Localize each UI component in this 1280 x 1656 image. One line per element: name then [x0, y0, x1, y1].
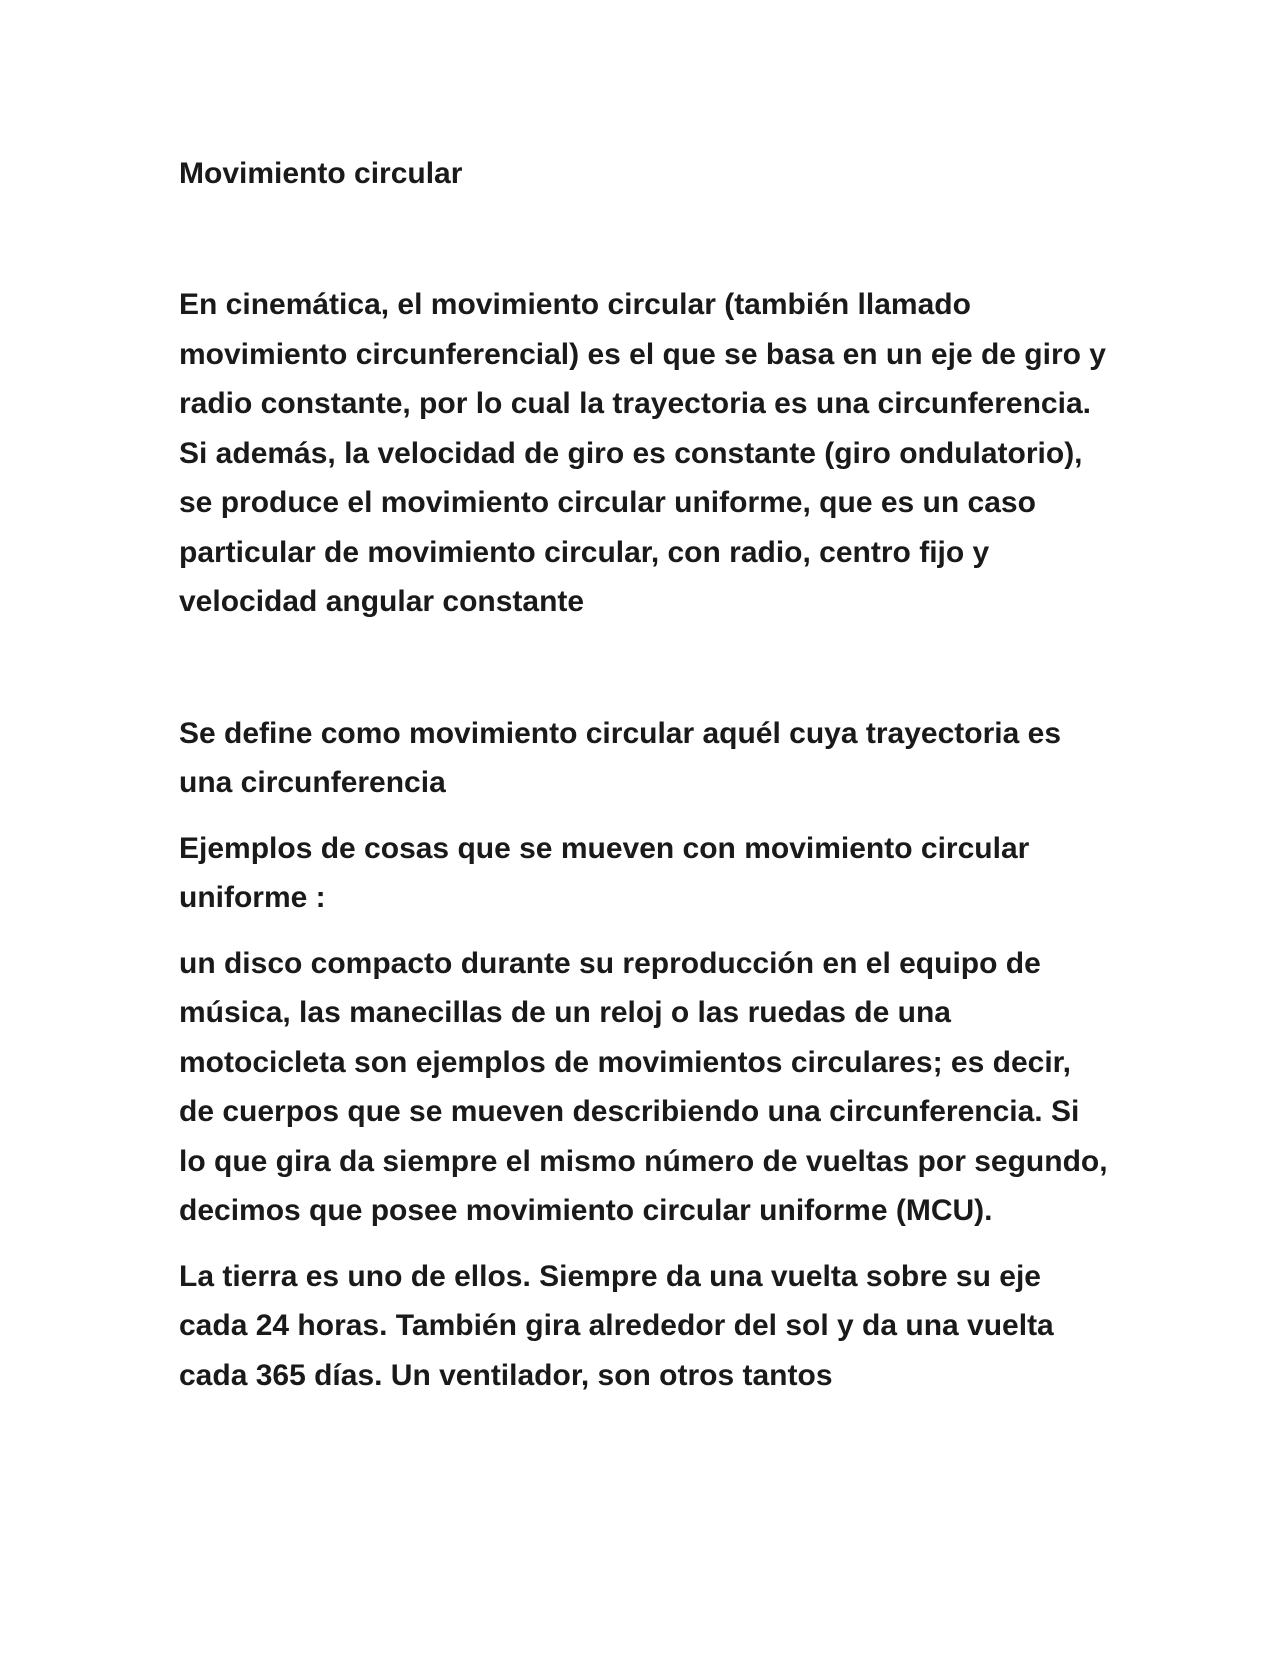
paragraph-examples: un disco compacto durante su reproducción en el equipo de música, las manecillas de un reloj o las ruedas de una motocicleta son ejemplos de movimientos circulares; es decir, de cuerpos que se mueven describiendo una circunferencia. Si lo que gira da siempre el mismo número de vueltas por segundo, decimos que posee movimiento circular uniforme (MCU). — [179, 946, 1108, 1227]
paragraph-earth: La tierra es uno de ellos. Siempre da una vuelta sobre su eje cada 24 horas. También gira alrededor del sol y da una vuelta cada 365 días. Un ventilador, son otros tantos — [179, 1259, 1054, 1392]
paragraph-short-definition: Se define como movimiento circular aquél cuya trayectoria es una circunferencia — [179, 716, 1061, 799]
paragraph-examples-heading: Ejemplos de cosas que se mueven con movimiento circular uniforme : — [179, 831, 1030, 914]
paragraph-definition: En cinemática, el movimiento circular (también llamado movimiento circunferencial) es el que se basa en un eje de giro y radio constante, por lo cual la trayectoria es una circunferencia. Si además, la velocidad de giro es constante (giro ondulatorio), se produce el movimiento circular uniforme, que es un caso particular de movimiento circular, con radio, centro fijo y velocidad angular constante — [179, 288, 1106, 618]
document-title: Movimiento circular — [179, 157, 463, 190]
document-body — [179, 150, 1109, 1400]
